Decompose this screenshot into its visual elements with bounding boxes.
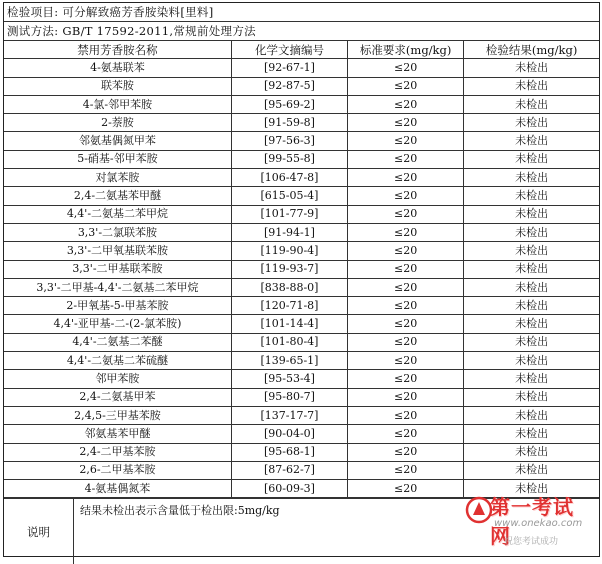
table-row	[4, 95, 599, 113]
amine-name-cell: 2,4-二甲基苯胺	[4, 443, 231, 461]
column-header-cas-number: 化学文摘编号	[231, 41, 347, 59]
site-watermark	[464, 491, 594, 553]
amine-name-cell: 3,3'-二甲基联苯胺	[4, 260, 231, 278]
amine-name-cell: 3,3'-二氯联苯胺	[4, 223, 231, 241]
standard-requirement-cell: ≤20	[348, 59, 464, 77]
watermark-url: www.onekao.com	[494, 518, 583, 529]
standard-requirement-cell: ≤20	[348, 114, 464, 132]
column-header-test-result: 检验结果(mg/kg)	[464, 41, 599, 59]
amine-name-cell: 邻甲苯胺	[4, 370, 231, 388]
cas-number-cell: [101-80-4]	[231, 333, 347, 351]
standard-requirement-cell: ≤20	[348, 461, 464, 479]
amine-name-cell: 2,4-二氨基苯甲醚	[4, 187, 231, 205]
test-result-cell: 未检出	[464, 95, 599, 113]
table-header-row	[4, 41, 599, 59]
standard-requirement-cell: ≤20	[348, 260, 464, 278]
standard-requirement-cell: ≤20	[348, 223, 464, 241]
table-row	[4, 205, 599, 223]
column-header-standard-requirement: 标准要求(mg/kg)	[348, 41, 464, 59]
test-report-sheet	[3, 2, 600, 557]
amine-name-cell: 4,4'-二氨基二苯硫醚	[4, 352, 231, 370]
standard-requirement-cell: ≤20	[348, 352, 464, 370]
table-row	[4, 333, 599, 351]
test-result-cell: 未检出	[464, 480, 599, 498]
cas-number-cell: [91-94-1]	[231, 223, 347, 241]
test-result-cell: 未检出	[464, 205, 599, 223]
standard-requirement-cell: ≤20	[348, 77, 464, 95]
table-row	[4, 132, 599, 150]
test-item-row	[4, 3, 599, 22]
standard-requirement-cell: ≤20	[348, 150, 464, 168]
cas-number-cell: [95-80-7]	[231, 388, 347, 406]
cas-number-cell: [97-56-3]	[231, 132, 347, 150]
standard-requirement-cell: ≤20	[348, 370, 464, 388]
standard-requirement-cell: ≤20	[348, 169, 464, 187]
note-text: 结果未检出表示含量低于检出限:5mg/kg	[80, 504, 280, 518]
test-result-cell: 未检出	[464, 370, 599, 388]
amine-name-cell: 邻氨基偶氮甲苯	[4, 132, 231, 150]
table-row	[4, 260, 599, 278]
test-result-cell: 未检出	[464, 150, 599, 168]
standard-requirement-cell: ≤20	[348, 480, 464, 498]
table-row	[4, 223, 599, 241]
amine-name-cell: 2-甲氧基-5-甲基苯胺	[4, 297, 231, 315]
test-result-cell: 未检出	[464, 132, 599, 150]
standard-requirement-cell: ≤20	[348, 132, 464, 150]
test-result-cell: 未检出	[464, 461, 599, 479]
cas-number-cell: [92-87-5]	[231, 77, 347, 95]
cas-number-cell: [95-68-1]	[231, 443, 347, 461]
test-result-cell: 未检出	[464, 443, 599, 461]
table-row	[4, 443, 599, 461]
cas-number-cell: [92-67-1]	[231, 59, 347, 77]
amine-name-cell: 2-萘胺	[4, 114, 231, 132]
cas-number-cell: [87-62-7]	[231, 461, 347, 479]
test-result-cell: 未检出	[464, 278, 599, 296]
standard-requirement-cell: ≤20	[348, 278, 464, 296]
cas-number-cell: [101-14-4]	[231, 315, 347, 333]
standard-requirement-cell: ≤20	[348, 187, 464, 205]
table-row	[4, 242, 599, 260]
amine-name-cell: 4-氨基偶氮苯	[4, 480, 231, 498]
table-row	[4, 278, 599, 296]
cas-number-cell: [137-17-7]	[231, 406, 347, 424]
cas-number-cell: [119-93-7]	[231, 260, 347, 278]
test-result-cell: 未检出	[464, 352, 599, 370]
standard-requirement-cell: ≤20	[348, 315, 464, 333]
test-method-text: 测试方法: GB/T 17592-2011,常规前处理方法	[7, 24, 256, 38]
standard-requirement-cell: ≤20	[348, 443, 464, 461]
results-table	[4, 41, 599, 498]
amine-name-cell: 3,3'-二甲氧基联苯胺	[4, 242, 231, 260]
test-result-cell: 未检出	[464, 388, 599, 406]
test-result-cell: 未检出	[464, 315, 599, 333]
amine-name-cell: 4,4'-二氨基二苯醚	[4, 333, 231, 351]
test-result-cell: 未检出	[464, 169, 599, 187]
amine-name-cell: 4-氯-邻甲苯胺	[4, 95, 231, 113]
amine-name-cell: 4,4'-二氨基二苯甲烷	[4, 205, 231, 223]
table-row	[4, 297, 599, 315]
table-row	[4, 425, 599, 443]
test-result-cell: 未检出	[464, 333, 599, 351]
table-row	[4, 77, 599, 95]
test-result-cell: 未检出	[464, 59, 599, 77]
amine-name-cell: 联苯胺	[4, 77, 231, 95]
amine-name-cell: 2,4-二氨基甲苯	[4, 388, 231, 406]
standard-requirement-cell: ≤20	[348, 297, 464, 315]
table-row	[4, 461, 599, 479]
cas-number-cell: [95-53-4]	[231, 370, 347, 388]
table-row	[4, 114, 599, 132]
table-row	[4, 59, 599, 77]
watermark-site-name: 第一考试网	[490, 495, 574, 548]
table-row	[4, 370, 599, 388]
test-result-cell: 未检出	[464, 406, 599, 424]
standard-requirement-cell: ≤20	[348, 205, 464, 223]
test-result-cell: 未检出	[464, 77, 599, 95]
amine-name-cell: 3,3'-二甲基-4,4'-二氨基二苯甲烷	[4, 278, 231, 296]
table-row	[4, 352, 599, 370]
standard-requirement-cell: ≤20	[348, 406, 464, 424]
test-result-cell: 未检出	[464, 187, 599, 205]
amine-name-cell: 2,4,5-三甲基苯胺	[4, 406, 231, 424]
table-row	[4, 388, 599, 406]
cas-number-cell: [139-65-1]	[231, 352, 347, 370]
amine-name-cell: 对氯苯胺	[4, 169, 231, 187]
table-row	[4, 406, 599, 424]
cas-number-cell: [838-88-0]	[231, 278, 347, 296]
test-method-row	[4, 22, 599, 41]
test-result-cell: 未检出	[464, 114, 599, 132]
test-result-cell: 未检出	[464, 425, 599, 443]
cas-number-cell: [90-04-0]	[231, 425, 347, 443]
cas-number-cell: [106-47-8]	[231, 169, 347, 187]
standard-requirement-cell: ≤20	[348, 425, 464, 443]
amine-name-cell: 邻氨基苯甲醚	[4, 425, 231, 443]
amine-name-cell: 4-氨基联苯	[4, 59, 231, 77]
standard-requirement-cell: ≤20	[348, 388, 464, 406]
amine-name-cell: 2,6-二甲基苯胺	[4, 461, 231, 479]
table-row	[4, 150, 599, 168]
table-row	[4, 169, 599, 187]
cas-number-cell: [120-71-8]	[231, 297, 347, 315]
cas-number-cell: [95-69-2]	[231, 95, 347, 113]
standard-requirement-cell: ≤20	[348, 333, 464, 351]
cas-number-cell: [119-90-4]	[231, 242, 347, 260]
test-item-text: 检验项目: 可分解致癌芳香胺染料[里料]	[7, 5, 214, 19]
test-result-cell: 未检出	[464, 223, 599, 241]
cas-number-cell: [60-09-3]	[231, 480, 347, 498]
column-header-amine-name: 禁用芳香胺名称	[4, 41, 231, 59]
amine-name-cell: 5-硝基-邻甲苯胺	[4, 150, 231, 168]
standard-requirement-cell: ≤20	[348, 95, 464, 113]
watermark-slogan: 祝您考试成功	[504, 537, 559, 547]
test-result-cell: 未检出	[464, 260, 599, 278]
test-result-cell: 未检出	[464, 242, 599, 260]
cas-number-cell: [615-05-4]	[231, 187, 347, 205]
table-row	[4, 315, 599, 333]
standard-requirement-cell: ≤20	[348, 242, 464, 260]
test-result-cell: 未检出	[464, 297, 599, 315]
cas-number-cell: [91-59-8]	[231, 114, 347, 132]
cas-number-cell: [101-77-9]	[231, 205, 347, 223]
results-table-body	[4, 59, 599, 498]
cas-number-cell: [99-55-8]	[231, 150, 347, 168]
amine-name-cell: 4,4'-亚甲基-二-(2-氯苯胺)	[4, 315, 231, 333]
note-label: 说明	[4, 499, 74, 564]
table-row	[4, 187, 599, 205]
